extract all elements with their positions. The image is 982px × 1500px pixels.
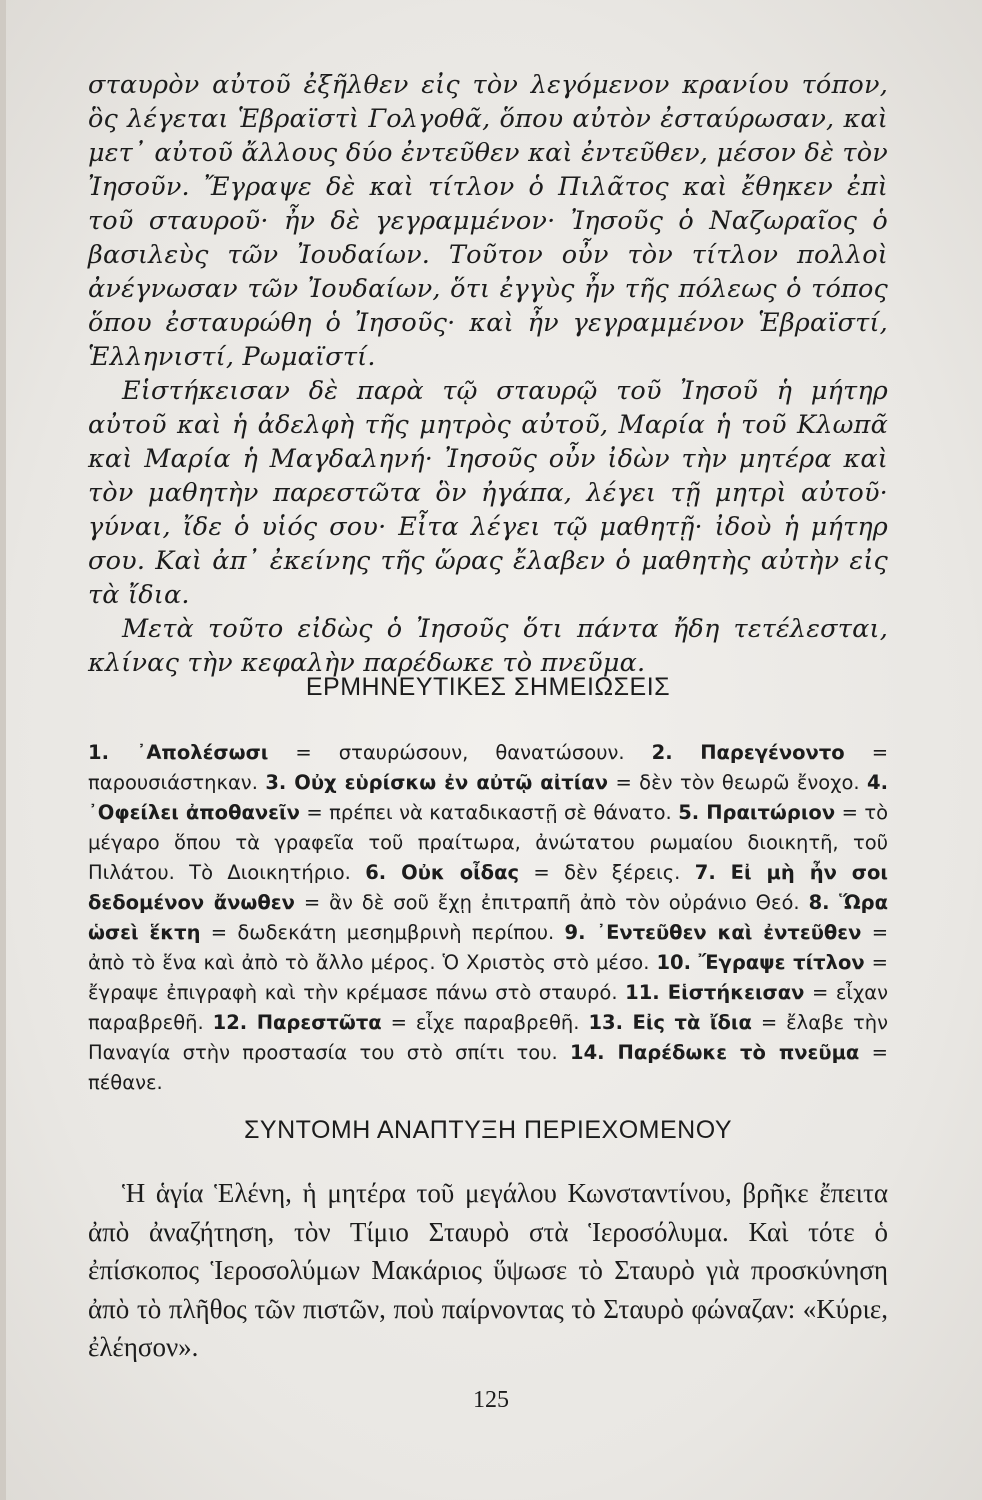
note-term: 4. ᾽Οφείλει ἀποθανεῖν <box>88 771 889 824</box>
scan-edge <box>0 0 6 1500</box>
note-term: 7. Εἰ μὴ ἦν σοι δεδομένον ἄνωθεν <box>88 861 888 914</box>
note-term: 8. Ὥρα ὡσεὶ ἕκτη <box>88 891 888 944</box>
note-def: = παρουσιάστηκαν. <box>88 741 889 794</box>
note-def: = δὲν τὸν θεωρῶ ἔνοχο. <box>615 771 860 794</box>
note-term: 6. Οὐκ οἶδας <box>365 861 520 884</box>
note-def: = εἶχαν παραβρεθῆ. <box>88 981 889 1034</box>
scripture-text <box>88 68 888 680</box>
note-term: 2. Παρεγένοντο <box>651 741 845 764</box>
note-def: = ἔλαβε τὴν Παναγία στὴν προστασία του στὸ σπίτι του. <box>88 1011 888 1064</box>
note-term: 11. Εἱστήκεισαν <box>625 981 805 1004</box>
notes-heading: ΕΡΜΗΝΕΥΤΙΚΕΣ ΣΗΜΕΙΩΣΕΙΣ <box>305 673 671 701</box>
note-def: = δὲν ξέρεις. <box>533 861 681 884</box>
note-term: 5. Πραιτώριον <box>678 801 836 824</box>
note-term: 12. Παρεστῶτα <box>212 1011 382 1034</box>
note-def: = εἶχε παραβρεθῆ. <box>390 1011 580 1034</box>
note-term: 3. Οὐχ εὑρίσκω ἐν αὐτῷ αἰτίαν <box>265 771 609 794</box>
note-def: = τὸ μέγαρο ὅπου τὰ γραφεῖα τοῦ πραίτωρα, ἀνώτατου ρωμαίου διοικητῆ, τοῦ Πιλάτου. Τὸ Διοικητήριο. <box>88 801 889 884</box>
note-def: = πέθανε. <box>88 1041 889 1094</box>
summary-text: Ἡ ἁγία Ἑλένη, ἡ μητέρα τοῦ μεγάλου Κωνσταντίνου, βρῆκε ἔπειτα ἀπὸ ἀναζήτηση, τὸν Τίμιο Σταυρὸ στὰ Ἱεροσόλυμα. Καὶ τότε ὁ ἐπίσκοπος Ἱεροσολύμων Μακάριος ὕψωσε τὸ Σταυρὸ γιὰ προσκύνηση ἀπὸ τὸ πλῆθος τῶν πιστῶν, ποὺ παίρνοντας τὸ Σταυρὸ φώναζαν: «Κύριε, ἐλέησον». <box>88 1178 888 1362</box>
scripture-paragraph-3: Μετὰ τοῦτο εἰδὼς ὁ Ἰησοῦς ὅτι πάντα ἤδη τετέλεσται, κλίνας τὴν κεφαλὴν παρέδωκε τὸ πνεῦμα. <box>88 614 888 678</box>
note-term: 1. ᾽Απολέσωσι <box>88 741 269 764</box>
summary-heading: ΣΥΝΤΟΜΗ ΑΝΑΠΤΥΞΗ ΠΕΡΙΕΧΟΜΕΝΟΥ <box>243 1116 733 1144</box>
note-term: 9. ᾽Εντεῦθεν καὶ ἐντεῦθεν <box>564 921 862 944</box>
scripture-paragraph-1: σταυρὸν αὐτοῦ ἐξῆλθεν εἰς τὸν λεγόμενον κρανίου τόπον, ὃς λέγεται Ἑβραϊστὶ Γολγοθᾶ, ὅπου αὐτὸν ἐσταύρωσαν, καὶ μετ᾽ αὐτοῦ ἄλλους δύο ἐντεῦθεν καὶ ἐντεῦθεν, μέσον δὲ τὸν Ἰησοῦν. Ἔγραψε δὲ καὶ τίτλον ὁ Πιλᾶτος καὶ ἔθηκεν ἐπὶ τοῦ σταυροῦ· ἦν δὲ γεγραμμένον· Ἰησοῦς ὁ Ναζωραῖος ὁ βασιλεὺς τῶν Ἰουδαίων. Τοῦτον οὖν τὸν τίτλον πολλοὶ ἀνέγνωσαν τῶν Ἰουδαίων, ὅτι ἐγγὺς ἦν τῆς πόλεως ὁ τόπος ὅπου ἐσταυρώθη ὁ Ἰησοῦς· καὶ ἦν γεγραμμένον Ἑβραϊστί, Ἑλληνιστί, Ρωμαϊστί. <box>88 70 888 372</box>
page-number: 125 <box>473 1387 509 1413</box>
note-def: = δωδεκάτη μεσημβρινὴ περίπου. <box>210 921 555 944</box>
note-term: 13. Εἰς τὰ ἴδια <box>588 1011 752 1034</box>
note-term: 10. Ἔγραψε τίτλον <box>656 951 865 974</box>
notes-block <box>88 738 888 1098</box>
note-def: = ἀπὸ τὸ ἕνα καὶ ἀπὸ τὸ ἄλλο μέρος. Ὁ Χριστὸς στὸ μέσο. <box>88 921 889 974</box>
note-def: = πρέπει νὰ καταδικαστῇ σὲ θάνατο. <box>306 801 672 824</box>
scripture-paragraph-2: Εἱστήκεισαν δὲ παρὰ τῷ σταυρῷ τοῦ Ἰησοῦ ἡ μήτηρ αὐτοῦ καὶ ἡ ἀδελφὴ τῆς μητρὸς αὐτοῦ, Μαρία ἡ τοῦ Κλωπᾶ καὶ Μαρία ἡ Μαγδαληνή· Ἰησοῦς οὖν ἰδὼν τὴν μητέρα καὶ τὸν μαθητὴν παρεστῶτα ὃν ἠγάπα, λέγει τῇ μητρὶ αὐτοῦ· γύναι, ἴδε ὁ υἱός σου· Εἶτα λέγει τῷ μαθητῇ· ἰδοὺ ἡ μήτηρ σου. Καὶ ἀπ᾽ ἐκείνης τῆς ὥρας ἔλαβεν ὁ μαθητὴς αὐτὴν εἰς τὰ ἴδια. <box>88 376 888 610</box>
note-term: 14. Παρέδωκε τὸ πνεῦμα <box>570 1041 860 1064</box>
note-def: = σταυρώσουν, θανατώσουν. <box>295 741 625 764</box>
note-def: = ἂν δὲ σοῦ ἔχῃ ἐπιτραπῆ ἀπὸ τὸν οὐράνιο Θεό. <box>303 891 800 914</box>
note-def: = ἔγραψε ἐπιγραφὴ καὶ τὴν κρέμασε πάνω στὸ σταυρό. <box>88 951 889 1004</box>
